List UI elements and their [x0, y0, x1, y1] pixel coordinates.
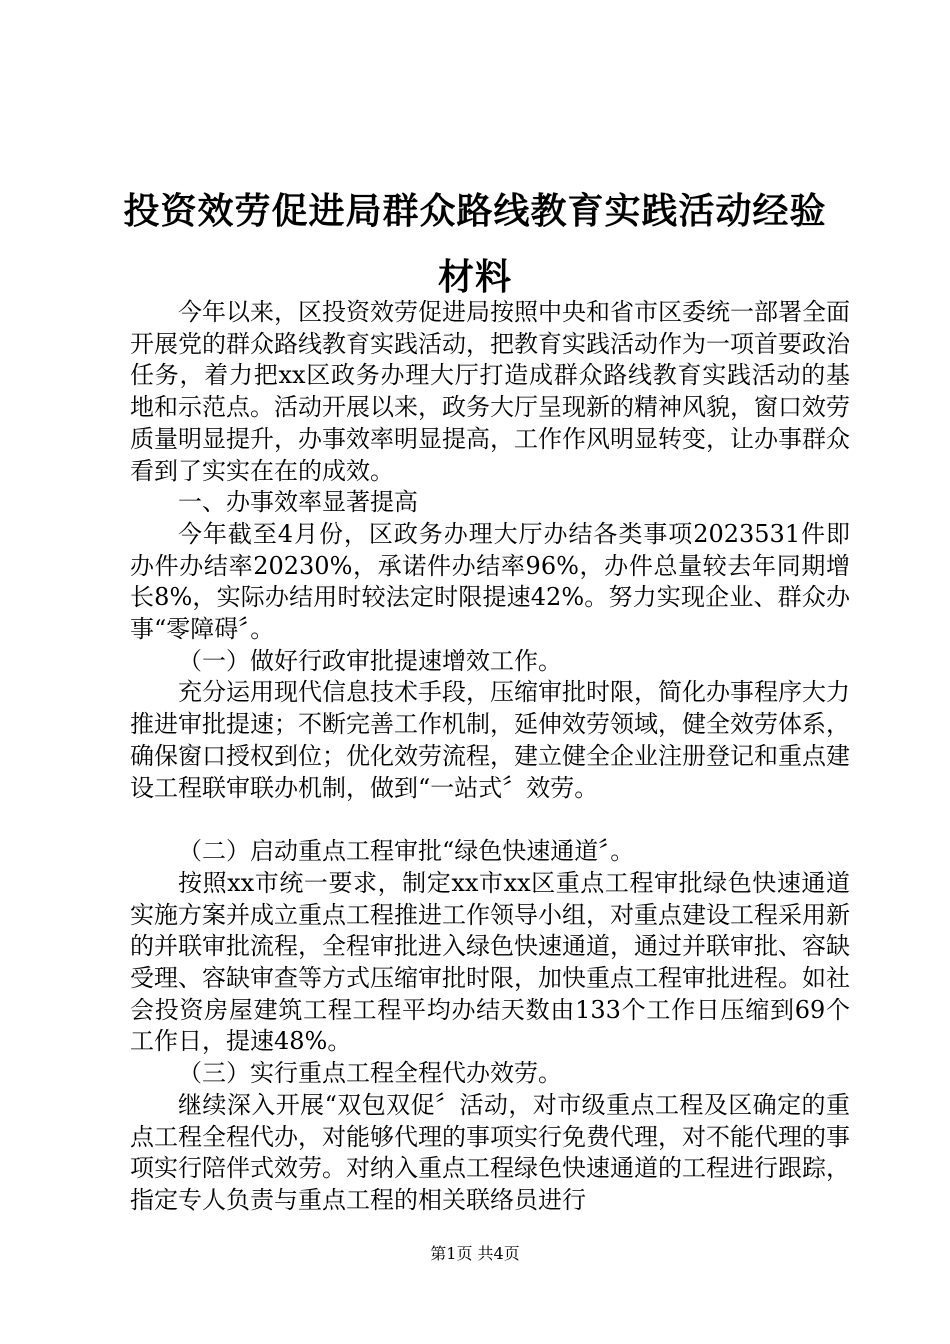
paragraph-efficiency: 今年截至4月份，区政务办理大厅办结各类事项2023531件即办件办结率20230%，承诺件办结率96%，办件总量较去年同期增长8%，实际办结用时较法定时限提速42%。努力实现企业、群众办事“零障碍〞。 — [130, 519, 850, 644]
page-number: 第1页 共4页 — [430, 1244, 520, 1263]
paragraph-green-channel: 按照xx市统一要求，制定xx市xx区重点工程审批绿色快速通道实施方案并成立重点工程推进工作领导小组，对重点建设工程采用新的并联审批流程，全程审批进入绿色快速通道，通过并联审批、容缺受理、容缺审查等方式压缩审批时限，加快重点工程审批进程。如社会投资房屋建筑工程工程平均办结天数由133个工作日压缩到69个工作日，提速48%。 — [130, 868, 850, 1056]
subsection-heading-2: （二）启动重点工程审批“绿色快速通道〞。 — [178, 837, 635, 866]
document-title: 投资效劳促进局群众路线教育实践活动经验材料 — [123, 190, 827, 298]
subsection-heading-3: （三）实行重点工程全程代办效劳。 — [178, 1059, 562, 1088]
paragraph-intro: 今年以来，区投资效劳促进局按照中央和省市区委统一部署全面开展党的群众路线教育实践活动，把教育实践活动作为一项首要政治任务，着力把xx区政务办理大厅打造成群众路线教育实践活动的基地和示范点。活动开展以来，政务大厅呈现新的精神风貌，窗口效劳质量明显提升，办事效率明显提高，工作作风明显转变，让办事群众看到了实实在在的成效。 — [130, 298, 850, 485]
subsection-heading-1: （一）做好行政审批提速增效工作。 — [178, 646, 562, 675]
paragraph-agency-service: 继续深入开展“双包双促〞活动，对市级重点工程及区确定的重点工程全程代办，对能够代理的事项实行免费代理，对不能代理的事项实行陪伴式效劳。对纳入重点工程绿色快速通道的工程进行跟踪，指定专人负责与重点工程的相关联络员进行 — [130, 1090, 850, 1214]
paragraph-spacer — [130, 804, 850, 836]
paragraph-approval-speedup: 充分运用现代信息技术手段，压缩审批时限，简化办事程序大力推进审批提速；不断完善工作机制，延伸效劳领域，健全效劳体系，确保窗口授权到位；优化效劳流程，建立健全企业注册登记和重点建设工程联审联办机制，做到“一站式〞效劳。 — [130, 678, 850, 802]
document-body — [130, 297, 850, 1217]
section-heading-1: 一、办事效率显著提高 — [178, 488, 418, 517]
